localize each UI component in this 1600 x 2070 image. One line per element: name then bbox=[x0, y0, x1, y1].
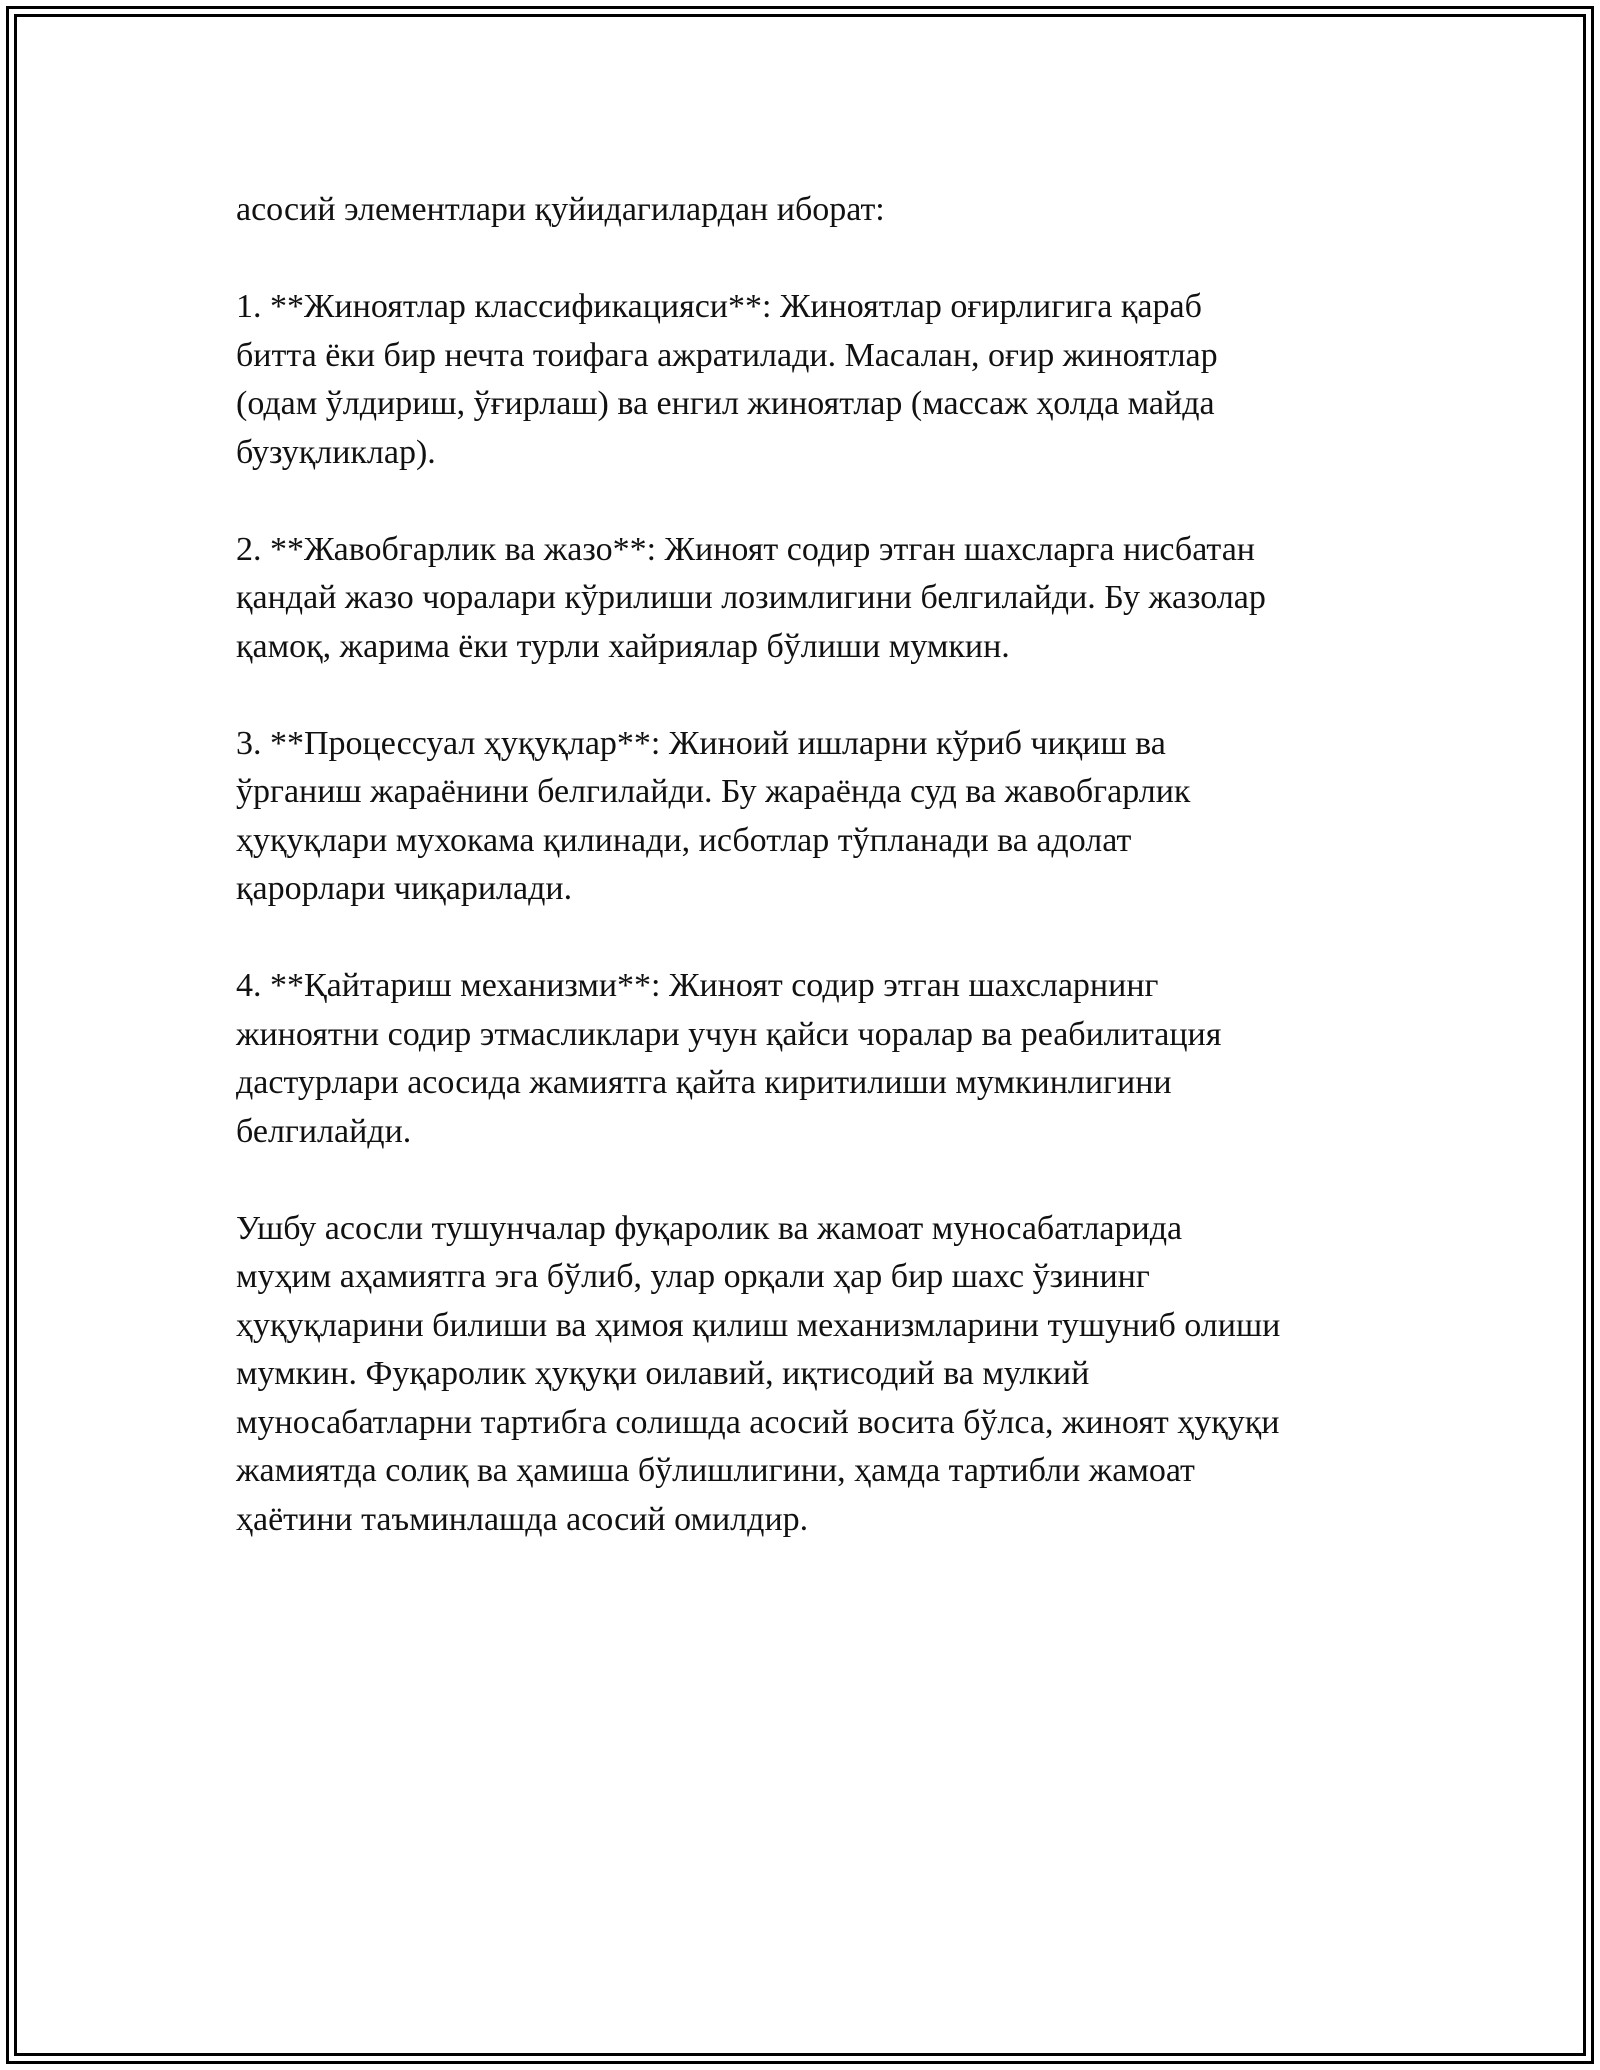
list-item-return-mechanism: 4. **Қайтариш механизми**: Жиноят содир этган шахсларнинг жиноятни содир этмасликлари учун қайси чоралар ва реабилитация дастурлари асосида жамиятга қайта киритилиши мумкинлигини белгилайди. bbox=[236, 967, 1222, 1150]
list-item-crime-classification: 1. **Жиноятлар классификацияси**: Жиноятлар оғирлигига қараб битта ёки бир нечта тоифага ажратилади. Масалан, оғир жиноятлар (одам ўлдириш, ўғирлаш) ва енгил жиноятлар (массаж ҳолда майда бузуқликлар). bbox=[236, 288, 1218, 471]
list-item-liability-and-punishment: 2. **Жавобгарлик ва жазо**: Жиноят содир этган шахсларга нисбатан қандай жазо чоралари кўрилиши лозимлигини белгилайди. Бу жазолар қамоқ, жарима ёки турли хайриялар бўлиши мумкин. bbox=[236, 530, 1266, 665]
document-body bbox=[236, 186, 1386, 1544]
list-item-procedural-rights: 3. **Процессуал ҳуқуқлар**: Жиноий ишларни кўриб чиқиш ва ўрганиш жараёнини белгилайди. Бу жараёнда суд ва жавобгарлик ҳуқуқлари мухокама қилинади, исботлар тўпланади ва адолат қарорлари чиқарилади. bbox=[236, 724, 1191, 907]
conclusion-paragraph: Ушбу асосли тушунчалар фуқаролик ва жамоат муносабатларида муҳим аҳамиятга эга бўлиб, улар орқали ҳар бир шахс ўзининг ҳуқуқларини билиши ва ҳимоя қилиш механизмларини тушуниб олиши мумкин. Фуқаролик ҳуқуқи оилавий, иқтисодий ва мулкий муносабатларни тартибга солишда асосий восита бўлса, жиноят ҳуқуқи жамиятда солиқ ва ҳамиша бўлишлигини, ҳамда тартибли жамоат ҳаётини таъминлашда асосий омилдир. bbox=[236, 1209, 1281, 1538]
intro-paragraph: асосий элементлари қуйидагилардан иборат: bbox=[236, 191, 885, 228]
